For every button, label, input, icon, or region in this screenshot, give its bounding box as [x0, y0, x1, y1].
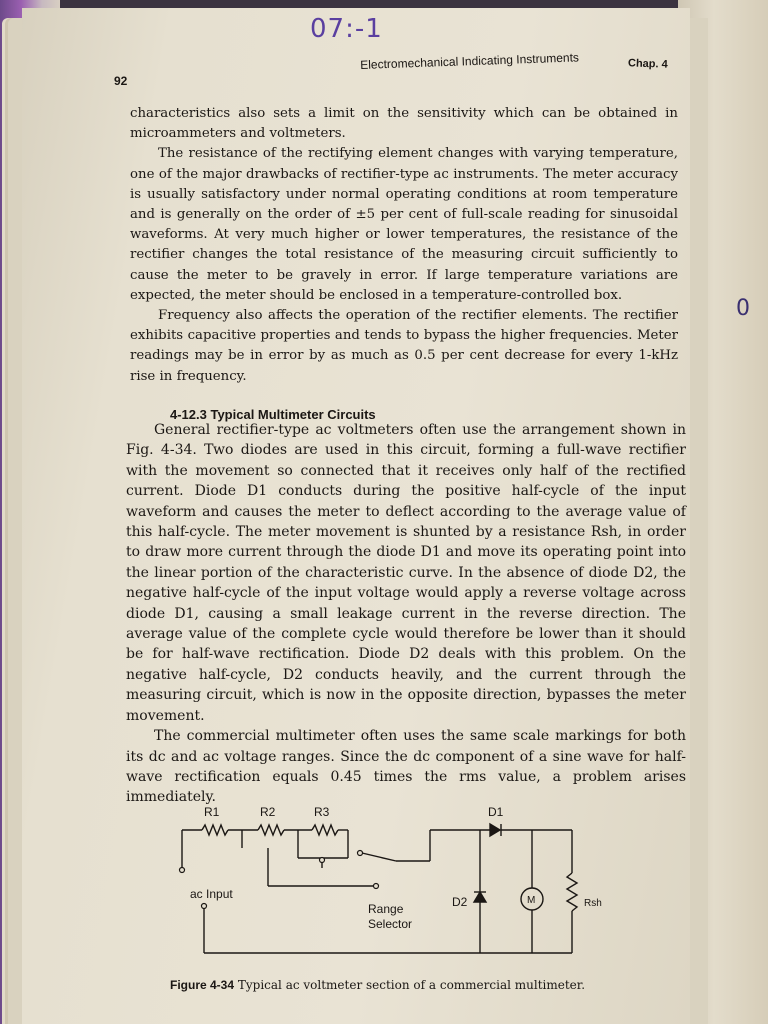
selector-arm [362, 853, 396, 861]
label-r3: R3 [314, 805, 330, 819]
label-r2: R2 [260, 805, 276, 819]
circuit-svg [172, 798, 642, 973]
running-head: Electromechanical Indicating Instruments [360, 50, 580, 72]
label-d2: D2 [452, 895, 468, 909]
paragraph: The resistance of the rectifying element changes with varying temperature, one of the major drawbacks of rectifier-type ac instruments. The meter accuracy is usually satisfactory under normal operating conditions at room temperature and is generally on the order of ±5 per cent of full-scale reading for sinusoidal waveforms. At very much higher or lower temperatures, the resistance of the rectifier changes the total resistance of the measuring circuit sufficiently to cause the meter to be gravely in error. If large temperature variations are expected, the meter should be enclosed in a temperature-controlled box. [130, 146, 678, 303]
chapter-label: Chap. 4 [627, 57, 668, 71]
paragraph: The commercial multimeter often uses the same scale markings for both its dc and ac voltage ranges. Since the dc component of a sine wave for half-wave rectification equals 0.45 times the rms value, a problem arises immediately. [126, 728, 686, 806]
paragraph: General rectifier-type ac voltmeters often use the arrangement shown in Fig. 4-34. Two diodes are used in this circuit, forming a full-wave rectifier with the movement so connected that it receives only half of the rectified current. Diode D1 conducts during the positive half-cycle of the input waveform and causes the meter to deflect according to the average value of this half-cycle. The meter movement is shunted by a resistance Rsh, in order to draw more current through the diode D1 and move its operating point into the linear portion of the characteristic curve. In the absence of diode D2, the negative half-cycle of the input voltage would apply a reverse voltage across diode D1, causing a small leakage current in the reverse direction. The average value of the complete cycle would therefore be lower than it should be for half-wave rectification. Diode D2 deals with this problem. On the negative half-cycle, D2 conducts heavily, and the current through the measuring circuit, which is now in the opposite direction, bypasses the meter movement. [126, 422, 686, 724]
label-selector: Selector [368, 917, 413, 931]
label-range: Range [368, 902, 404, 916]
label-meter: M [527, 895, 536, 906]
resistor-r1 [202, 825, 228, 835]
diode-d2 [474, 892, 486, 902]
diode-d1 [490, 824, 500, 836]
caption-label: Figure 4-34 [170, 978, 235, 992]
resistor-rsh [567, 873, 577, 911]
figure-caption [170, 978, 585, 992]
body-text-lower [126, 420, 686, 808]
section-heading: 4-12.3 Typical Multimeter Circuits [170, 406, 376, 422]
circuit-diagram [172, 798, 642, 998]
label-rsh: Rsh [584, 898, 602, 909]
label-d1: D1 [488, 805, 504, 819]
page-number: 92 [114, 74, 128, 88]
resistor-r3 [312, 825, 338, 835]
label-r1: R1 [204, 805, 220, 819]
caption-text: Typical ac voltmeter section of a commercial multimeter. [237, 978, 586, 992]
book-page [22, 8, 690, 1024]
body-text-upper [130, 104, 678, 445]
label-ac-input: ac Input [190, 887, 233, 901]
resistor-r2 [258, 825, 284, 835]
handwritten-note: 07:-1 [310, 14, 383, 44]
paragraph: characteristics also sets a limit on the sensitivity which can be obtained in microammeters and voltmeters. [130, 106, 678, 142]
margin-handwriting: 0 [736, 296, 750, 321]
paragraph: Frequency also affects the operation of the rectifier elements. The rectifier exhibits capacitive properties and tends to bypass the higher frequencies. Meter readings may be in error by as much as 0.5 per cent decrease for every 1-kHz rise in frequency. [130, 308, 678, 384]
